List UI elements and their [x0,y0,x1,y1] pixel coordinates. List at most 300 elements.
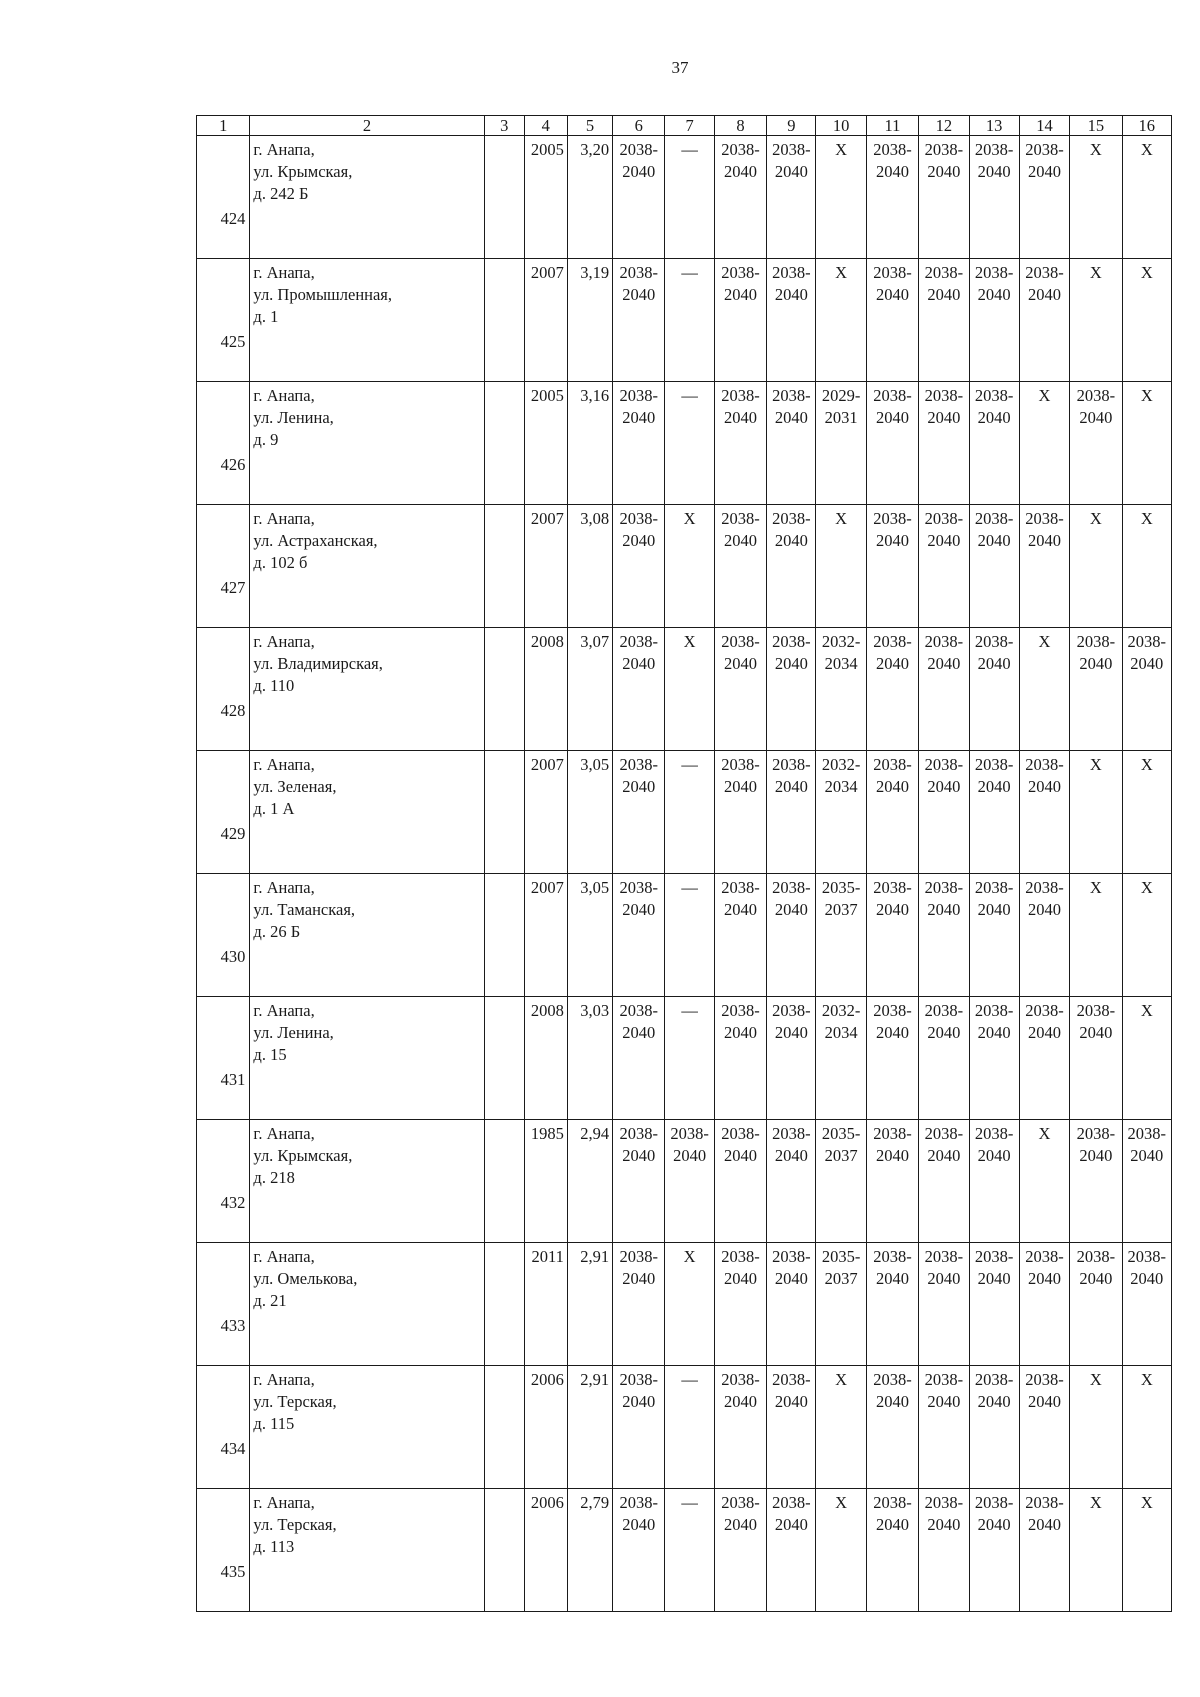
column-number-10: 10 [816,116,866,136]
period-line: 2040 [723,1392,757,1411]
period-cell-col-7 [665,997,714,1120]
column-number-6: 6 [613,116,665,136]
period-cell-col-15 [1070,1243,1122,1366]
column-3-cell [484,382,524,505]
column-3-cell [484,1366,524,1489]
address-cell [250,628,484,751]
table-row [197,751,1172,874]
period-cell-col-10 [816,997,866,1120]
period-line: X [835,1370,848,1389]
period-line: 2040 [927,1515,961,1534]
period-line: X [1089,140,1102,159]
period-cell-col-7 [665,259,714,382]
address-line: ул. Крымская, [253,162,353,181]
table-row [197,1489,1172,1612]
period-line: 2038- [772,1247,811,1266]
period-line: 2038- [974,263,1014,282]
table-row [197,1366,1172,1489]
table-row [197,1120,1172,1243]
period-line: 2040 [723,1146,757,1165]
period-line: 2040 [977,1023,1011,1042]
period-line: X [1140,1370,1153,1389]
period-cell-col-8 [714,1489,766,1612]
address-line: г. Анапа, [253,509,315,528]
address-line: д. 1 [253,307,279,326]
period-line: — [681,386,698,405]
row-number-text: 433 [220,1315,246,1335]
period-line: 2038- [772,878,811,897]
address-line: д. 113 [253,1537,295,1556]
period-cell-col-7 [665,751,714,874]
period-line: 2040 [723,1269,757,1288]
period-line: 2040 [1079,654,1113,673]
period-line: 2040 [723,408,757,427]
period-line: 2040 [1028,1023,1061,1042]
period-line: 2040 [723,531,757,550]
table-row [197,997,1172,1120]
period-cell-col-12 [919,1489,969,1612]
address-line: г. Анапа, [253,1247,315,1266]
row-number [197,628,250,751]
period-line: 2038- [721,878,760,897]
period-cell-col-10 [816,1366,866,1489]
period-line: 2038- [772,632,811,651]
period-line: X [835,1493,848,1512]
period-line: 2038- [1025,1493,1064,1512]
housing-register-table [196,115,1172,1612]
period-line: 2040 [1079,408,1113,427]
period-cell-col-11 [866,259,918,382]
period-cell-col-6 [613,1120,665,1243]
period-line: 2040 [977,408,1011,427]
period-line: 2040 [875,654,909,673]
period-cell-col-9 [767,751,816,874]
period-cell-col-6 [613,505,665,628]
address-line: ул. Ленина, [253,408,334,427]
period-line: — [681,263,698,282]
period-cell-col-15 [1070,1489,1122,1612]
period-line: 2038- [619,1124,658,1143]
period-line: 2038- [619,386,658,405]
value-cell: 3,20 [567,136,612,259]
period-cell-col-16 [1122,259,1171,382]
period-cell-col-9 [767,1120,816,1243]
period-line: 2040 [723,900,757,919]
period-line: 2038- [873,140,912,159]
address-line: ул. Омелькова, [253,1269,358,1288]
period-line: X [1140,263,1153,282]
column-3-cell [484,997,524,1120]
period-cell-col-14 [1019,259,1069,382]
year-cell: 2007 [524,505,567,628]
period-cell-col-7 [665,1243,714,1366]
period-line: 2040 [622,531,656,550]
row-number [197,997,250,1120]
period-line: 2040 [1028,1392,1061,1411]
period-line: X [683,632,696,651]
period-cell-col-16 [1122,136,1171,259]
period-line: 2040 [774,900,808,919]
row-number-text: 425 [220,331,246,351]
period-cell-col-12 [919,628,969,751]
period-line: 2038- [1127,1124,1167,1143]
period-cell-col-7 [665,628,714,751]
period-cell-col-6 [613,874,665,997]
period-line: 2038- [974,1247,1014,1266]
period-line: 2040 [875,408,909,427]
period-line: 2038- [721,1247,760,1266]
period-line: 2040 [622,1146,656,1165]
row-number [197,505,250,628]
period-line: 2038- [1076,1247,1116,1266]
period-cell-col-9 [767,1366,816,1489]
period-cell-col-8 [714,259,766,382]
address-line: д. 21 [253,1291,287,1310]
period-line: 2038- [1076,1001,1116,1020]
period-cell-col-13 [969,505,1019,628]
period-cell-col-11 [866,874,918,997]
period-line: 2038- [1076,386,1116,405]
period-cell-col-11 [866,997,918,1120]
table-row [197,1243,1172,1366]
address-line: г. Анапа, [253,1124,315,1143]
period-line: 2038- [772,755,811,774]
period-line: 2029- [821,386,861,405]
year-cell: 2008 [524,997,567,1120]
address-cell [250,136,484,259]
period-line: 2040 [723,1023,757,1042]
period-cell-col-10 [816,874,866,997]
period-cell-col-6 [613,1243,665,1366]
period-cell-col-12 [919,505,969,628]
period-line: 2038- [721,140,760,159]
period-cell-col-7 [665,505,714,628]
period-line: 2038- [924,1124,964,1143]
year-cell: 2005 [524,136,567,259]
address-cell [250,1489,484,1612]
period-line: 2038- [619,1001,658,1020]
row-number-text: 426 [220,454,246,474]
period-line: X [683,509,696,528]
period-line: 2040 [1130,1269,1164,1288]
table-row [197,259,1172,382]
period-line: X [1089,1493,1102,1512]
row-number-text: 424 [220,208,246,228]
period-cell-col-13 [969,382,1019,505]
period-line: 2038- [873,878,912,897]
period-line: 2040 [774,1269,808,1288]
address-line: г. Анапа, [253,386,315,405]
period-line: 2040 [1079,1269,1113,1288]
period-line: X [1140,1493,1153,1512]
period-line: 2040 [723,777,757,796]
period-line: 2038- [873,1247,912,1266]
period-line: 2038- [619,878,658,897]
period-line: 2038- [772,1124,811,1143]
column-number-9: 9 [767,116,816,136]
period-line: X [1038,632,1051,651]
period-cell-col-13 [969,874,1019,997]
row-number [197,751,250,874]
period-line: 2038- [974,1124,1014,1143]
period-line: 2040 [977,900,1011,919]
address-line: г. Анапа, [253,878,315,897]
period-cell-col-6 [613,1489,665,1612]
period-line: 2038- [721,1001,760,1020]
address-cell [250,382,484,505]
period-line: — [681,1493,698,1512]
period-line: X [835,263,848,282]
address-line: д. 26 Б [253,922,301,941]
period-line: 2038- [924,509,964,528]
period-line: 2040 [774,1023,808,1042]
period-cell-col-12 [919,259,969,382]
period-line: 2038- [873,755,912,774]
period-line: 2038- [974,1493,1014,1512]
period-line: X [1089,1370,1102,1389]
row-number [197,1366,250,1489]
period-line: 2032- [821,755,861,774]
period-cell-col-12 [919,1366,969,1489]
period-line: 2038- [721,1493,760,1512]
period-cell-col-11 [866,1120,918,1243]
period-line: 2038- [924,755,964,774]
period-line: X [1140,755,1153,774]
period-line: 2040 [723,1515,757,1534]
period-line: 2040 [774,531,808,550]
period-cell-col-11 [866,751,918,874]
period-cell-col-15 [1070,382,1122,505]
address-line: ул. Промышленная, [253,285,393,304]
period-line: 2038- [772,1001,811,1020]
period-cell-col-8 [714,628,766,751]
column-number-2: 2 [250,116,484,136]
period-line: X [1140,509,1153,528]
row-number [197,259,250,382]
table-row [197,382,1172,505]
period-cell-col-14 [1019,1366,1069,1489]
period-line: 2038- [619,1493,658,1512]
column-number-8: 8 [714,116,766,136]
period-line: 2038- [873,1370,912,1389]
period-line: 2038- [924,1493,964,1512]
period-line: 2040 [622,900,656,919]
period-cell-col-15 [1070,997,1122,1120]
period-line: 2040 [622,285,656,304]
period-line: 2040 [875,1269,909,1288]
period-cell-col-9 [767,136,816,259]
period-line: 2038- [772,263,811,282]
period-line: 2037 [824,1269,858,1288]
column-number-16: 16 [1122,116,1171,136]
period-line: 2038- [974,1370,1014,1389]
period-line: 2038- [873,1124,912,1143]
row-number-text: 427 [220,577,246,597]
period-cell-col-10 [816,382,866,505]
period-cell-col-15 [1070,751,1122,874]
period-line: 2040 [774,1392,808,1411]
period-line: 2038- [873,386,912,405]
period-cell-col-15 [1070,1120,1122,1243]
period-cell-col-6 [613,259,665,382]
year-cell: 2005 [524,382,567,505]
period-line: X [835,140,848,159]
period-line: 2040 [977,1515,1011,1534]
address-cell [250,751,484,874]
period-cell-col-8 [714,136,766,259]
row-number [197,382,250,505]
period-line: 2040 [622,1392,656,1411]
period-cell-col-8 [714,997,766,1120]
period-line: 2040 [977,654,1011,673]
period-cell-col-7 [665,1366,714,1489]
period-cell-col-7 [665,382,714,505]
period-cell-col-12 [919,1243,969,1366]
period-line: 2038- [924,386,964,405]
period-line: X [683,1247,696,1266]
address-cell [250,505,484,628]
period-line: 2038- [1025,1001,1064,1020]
period-line: 2038- [721,263,760,282]
address-line: г. Анапа, [253,1493,315,1512]
period-line: 2040 [977,1146,1011,1165]
period-line: 2038- [1127,1247,1167,1266]
period-line: 2038- [619,509,658,528]
period-cell-col-8 [714,1366,766,1489]
period-cell-col-12 [919,751,969,874]
period-cell-col-10 [816,1489,866,1612]
period-cell-col-8 [714,1243,766,1366]
period-line: 2040 [774,777,808,796]
column-number-3: 3 [484,116,524,136]
period-line: 2038- [974,878,1014,897]
column-number-7: 7 [665,116,714,136]
period-line: — [681,1001,698,1020]
column-number-5: 5 [567,116,612,136]
year-cell: 2008 [524,628,567,751]
period-cell-col-15 [1070,136,1122,259]
period-line: 2040 [977,162,1011,181]
period-line: 2040 [977,1392,1011,1411]
table-row [197,136,1172,259]
period-cell-col-9 [767,259,816,382]
period-line: 2038- [619,755,658,774]
period-cell-col-14 [1019,874,1069,997]
period-line: X [1089,755,1102,774]
period-line: 2035- [821,1247,861,1266]
period-cell-col-15 [1070,505,1122,628]
period-cell-col-10 [816,136,866,259]
period-cell-col-16 [1122,505,1171,628]
value-cell: 2,91 [567,1366,612,1489]
column-3-cell [484,1243,524,1366]
row-number [197,136,250,259]
value-cell: 3,03 [567,997,612,1120]
address-line: д. 15 [253,1045,287,1064]
period-cell-col-11 [866,505,918,628]
period-cell-col-14 [1019,505,1069,628]
period-cell-col-14 [1019,136,1069,259]
address-cell [250,997,484,1120]
period-line: 2038- [873,509,912,528]
column-3-cell [484,1489,524,1612]
period-cell-col-15 [1070,1366,1122,1489]
period-cell-col-13 [969,1366,1019,1489]
period-line: 2040 [723,285,757,304]
year-cell: 2006 [524,1489,567,1612]
period-line: 2040 [977,285,1011,304]
address-line: д. 1 А [253,799,295,818]
period-cell-col-15 [1070,874,1122,997]
row-number-text: 435 [220,1561,246,1581]
period-line: 2038- [1025,878,1064,897]
period-cell-col-12 [919,874,969,997]
period-line: 2038- [1025,755,1064,774]
period-line: 2040 [774,1515,808,1534]
period-cell-col-14 [1019,997,1069,1120]
period-line: 2040 [723,654,757,673]
period-cell-col-13 [969,1120,1019,1243]
period-cell-col-13 [969,628,1019,751]
column-3-cell [484,874,524,997]
period-line: 2038- [924,1001,964,1020]
period-line: 2040 [927,285,961,304]
address-line: ул. Зеленая, [253,777,337,796]
address-line: д. 9 [253,430,279,449]
period-line: 2038- [1025,1247,1064,1266]
period-line: 2038- [772,1370,811,1389]
period-cell-col-10 [816,751,866,874]
column-3-cell [484,505,524,628]
period-line: 2040 [774,285,808,304]
table-row [197,505,1172,628]
table-body [197,116,1172,1612]
period-line: 2040 [875,531,909,550]
address-line: ул. Терская, [253,1515,337,1534]
period-line: 2040 [1028,162,1061,181]
period-line: 2038- [619,140,658,159]
address-line: д. 242 Б [253,184,309,203]
period-line: 2038- [873,1493,912,1512]
period-line: 2040 [622,1515,656,1534]
period-line: — [681,878,698,897]
period-cell-col-14 [1019,751,1069,874]
period-line: 2040 [1130,654,1164,673]
value-cell: 3,19 [567,259,612,382]
period-cell-col-10 [816,505,866,628]
row-number-text: 434 [220,1438,246,1458]
row-number-text: 429 [220,823,246,843]
year-cell: 2007 [524,259,567,382]
period-cell-col-11 [866,1366,918,1489]
period-cell-col-11 [866,628,918,751]
period-line: — [681,1370,698,1389]
period-line: 2038- [1025,140,1064,159]
period-cell-col-16 [1122,382,1171,505]
period-line: 2035- [821,878,861,897]
row-number-text: 431 [220,1069,246,1089]
row-number [197,1120,250,1243]
period-line: 2040 [774,1146,808,1165]
value-cell: 3,05 [567,751,612,874]
period-line: 2040 [875,285,909,304]
row-number-text: 428 [220,700,246,720]
period-line: 2038- [772,140,811,159]
period-line: 2040 [875,1392,909,1411]
value-cell: 3,05 [567,874,612,997]
period-cell-col-14 [1019,1489,1069,1612]
period-line: 2040 [927,654,961,673]
